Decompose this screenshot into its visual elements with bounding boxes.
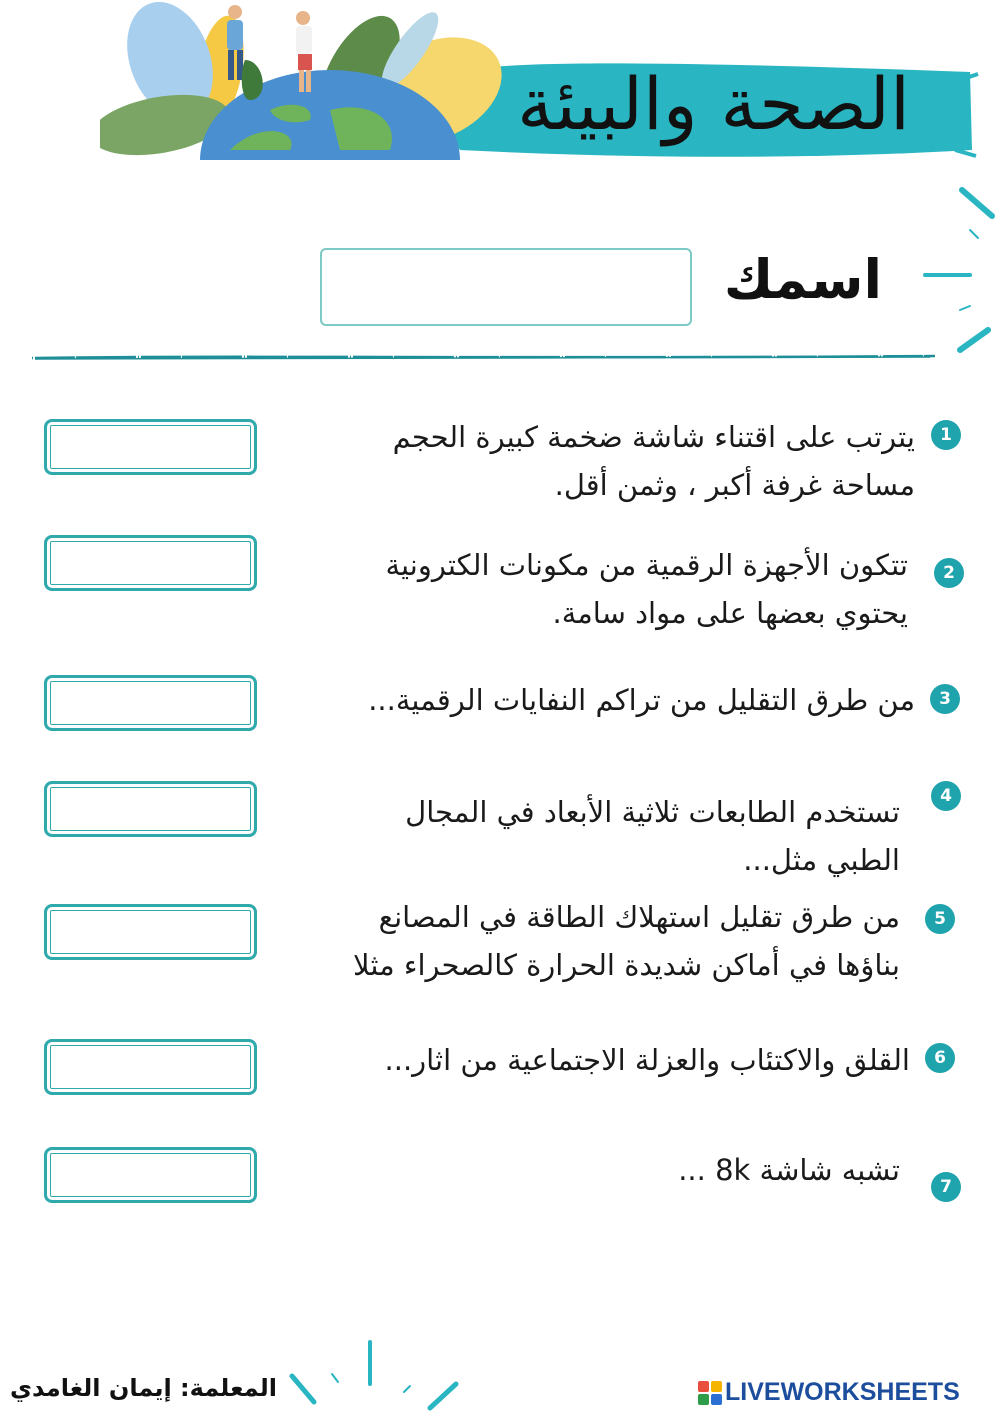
question-number-badge: 3 xyxy=(930,684,960,714)
name-label: اسمك xyxy=(723,248,882,311)
question-text-7 xyxy=(678,1146,900,1194)
liveworksheets-logo-icon xyxy=(698,1381,722,1405)
question-number-badge: 1 xyxy=(931,420,961,450)
answer-input-5[interactable] xyxy=(44,904,257,960)
question-text-1 xyxy=(393,413,915,509)
question-line: الطبي مثل... xyxy=(743,843,900,877)
footer-decorative-rays-icon xyxy=(280,1336,470,1414)
question-number-badge: 5 xyxy=(925,904,955,934)
name-input[interactable] xyxy=(320,248,692,326)
divider-line xyxy=(30,350,940,364)
question-number-badge: 2 xyxy=(934,558,964,588)
answer-input-4[interactable] xyxy=(44,781,257,837)
page-title: الصحة والبيئة xyxy=(517,62,910,146)
question-line: بناؤها في أماكن شديدة الحرارة كالصحراء مثلا xyxy=(353,948,900,982)
answer-input-3[interactable] xyxy=(44,675,257,731)
question-text-5 xyxy=(353,893,900,989)
decorative-dashes-icon xyxy=(900,180,1000,360)
question-line: مساحة غرفة أكبر ، وثمن أقل. xyxy=(554,468,915,502)
question-number-badge: 4 xyxy=(931,781,961,811)
question-number-badge: 7 xyxy=(931,1172,961,1202)
question-text-2 xyxy=(386,541,909,637)
question-line: تشبه شاشة 8k ... xyxy=(678,1153,900,1187)
question-line: من طرق تقليل استهلاك الطاقة في المصانع xyxy=(378,900,900,934)
answer-input-2[interactable] xyxy=(44,535,257,591)
question-text-3 xyxy=(368,676,915,724)
answer-input-7[interactable] xyxy=(44,1147,257,1203)
question-number-badge: 6 xyxy=(925,1043,955,1073)
question-line: من طرق التقليل من تراكم النفايات الرقمية... xyxy=(368,683,915,717)
question-line: تتكون الأجهزة الرقمية من مكونات الكترونية xyxy=(385,548,908,582)
teacher-name: المعلمة: إيمان الغامدي xyxy=(10,1374,277,1402)
question-text-6 xyxy=(385,1036,910,1084)
question-line: يترتب على اقتناء شاشة ضخمة كبيرة الحجم xyxy=(392,420,915,454)
question-line: يحتوي بعضها على مواد سامة. xyxy=(552,596,908,630)
answer-input-6[interactable] xyxy=(44,1039,257,1095)
brand-name: LIVEWORKSHEETS xyxy=(725,1378,960,1406)
question-line: تستخدم الطابعات ثلاثية الأبعاد في المجال xyxy=(405,795,900,829)
liveworksheets-brand xyxy=(698,1378,960,1407)
answer-input-1[interactable] xyxy=(44,419,257,475)
question-line: القلق والاكتئاب والعزلة الاجتماعية من اثار... xyxy=(384,1043,910,1077)
question-text-4 xyxy=(405,788,900,884)
